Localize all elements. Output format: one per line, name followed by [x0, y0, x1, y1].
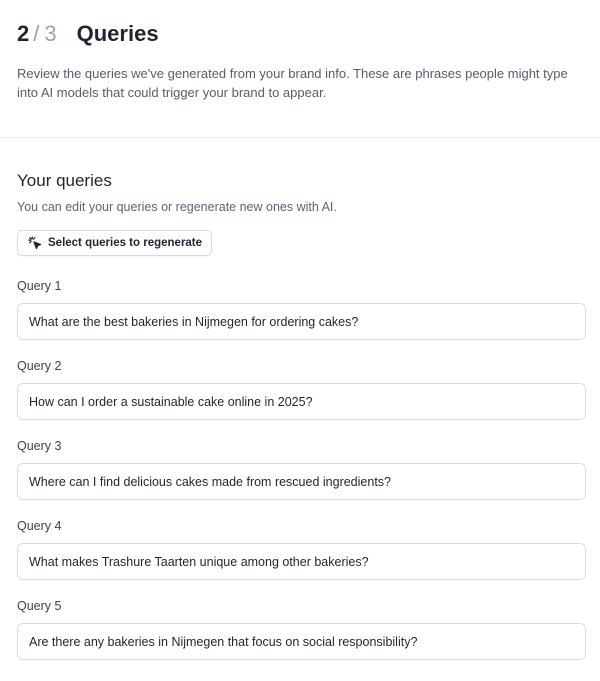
your-queries-section	[0, 138, 600, 660]
query-input-5[interactable]	[17, 623, 586, 660]
step-current: 2	[17, 21, 30, 46]
query-label: Query 1	[17, 279, 62, 293]
query-block-3	[17, 438, 586, 500]
query-input-3[interactable]	[17, 463, 586, 500]
page-title: Queries	[76, 21, 159, 46]
query-label: Query 2	[17, 359, 62, 373]
query-block-2	[17, 358, 586, 420]
step-separator: /	[33, 21, 40, 46]
title-row	[17, 21, 583, 49]
query-block-4	[17, 518, 586, 580]
query-input-1[interactable]	[17, 303, 586, 340]
query-input-4[interactable]	[17, 543, 586, 580]
query-label: Query 3	[17, 439, 62, 453]
query-list	[17, 278, 586, 660]
page-header	[0, 0, 600, 138]
query-label: Query 4	[17, 519, 62, 533]
page-description: Review the queries we've generated from your brand info. These are phrases people might type into AI models that could trigger your brand to appear.	[17, 66, 568, 100]
query-input-2[interactable]	[17, 383, 586, 420]
query-block-5	[17, 598, 586, 660]
query-label: Query 5	[17, 599, 62, 613]
section-description: You can edit your queries or regenerate new ones with AI.	[17, 200, 337, 214]
select-queries-to-regenerate-button[interactable]	[17, 230, 212, 256]
pointer-click-icon	[28, 236, 42, 250]
section-title: Your queries	[17, 171, 112, 190]
query-block-1	[17, 278, 586, 340]
step-total: 3	[44, 21, 57, 46]
select-queries-label: Select queries to regenerate	[48, 237, 203, 249]
